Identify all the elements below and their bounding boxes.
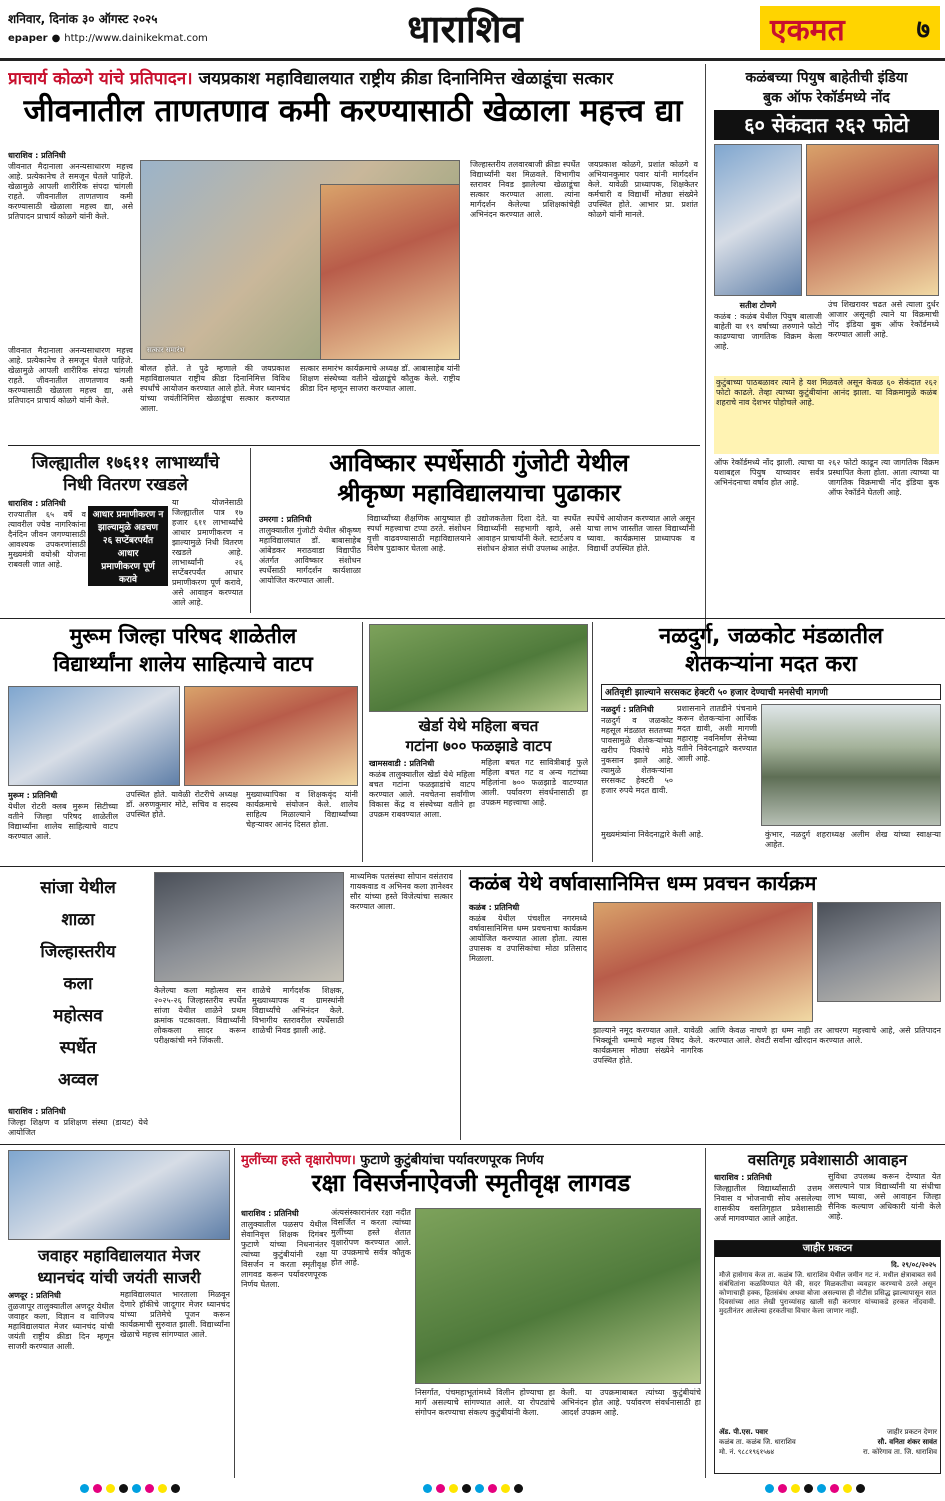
byline: धाराशिव : प्रतिनिधी — [8, 499, 66, 508]
register-dot — [145, 1484, 154, 1493]
col-1: कळंब येथील पंचशील नगरमध्ये वर्षावासानिमित्त धम्म प्रवचनाचा कार्यक्रम आयोजित करण्यात आला होता. त्यास उपासक व उपासिकांचा मोठा प्रतिसाद मिळाला. — [469, 914, 587, 963]
col-2: अंत्यसंस्कारानंतर रक्षा नदीत विसर्जित न करता त्यांच्या मुलींच्या हस्ते शेतात वृक्षारोपण करण्यात आले. या उपक्रमाचे सर्वत्र कौतुक होत आहे. — [331, 1208, 411, 1267]
col-1: कळंब तालुक्यातील खेर्डा येथे महिला बचत गटांना फळझाडांचे वाटप करण्यात आले. नवचेतना सर्वांगीण विकास केंद्र व संस्थेच्या वतीने हा उपक्रम राबवण्यात आला. — [369, 770, 475, 819]
highlight-line-4: प्रमाणीकरण पूर्ण करावे — [101, 562, 155, 585]
col-2: उपस्थित होते. यावेळी रोटरीचे अध्यक्ष डॉ. अरुणकुमार मोटे, सचिव व सदस्य उपस्थित होते. — [126, 790, 238, 819]
story-jawahar — [8, 1148, 230, 1478]
photo-piyush-certificate — [806, 144, 939, 296]
highlight-line-3: २६ सप्टेंबरपर्यंत आधार — [102, 536, 154, 559]
col-1: जिल्हा शिक्षण व प्रशिक्षण संस्था (डायट) येथे आयोजित — [8, 1118, 148, 1137]
headline: जीवनातील ताणतणाव कमी करण्यासाठी खेळाला महत्त्व द्या — [23, 93, 683, 129]
color-register-middle — [423, 1484, 523, 1498]
byline: धाराशिव : प्रतिनिधी — [714, 1173, 772, 1182]
col-3: निसर्गात, पंचमहाभूतांमध्ये विलीन होण्याचा हा मार्ग असल्याचे सांगण्यात आले. या रोपट्यांचे संगोपन करण्याचा संकल्प कुटुंबीयांनी केला. — [415, 1388, 555, 1417]
subhead: जयप्रकाश महाविद्यालयात राष्ट्रीय क्रीडा दिनानिमित्त खेळाडूंचा सत्कार — [198, 69, 614, 89]
photo-tree-planting — [415, 1208, 701, 1384]
story-memorial-trees — [234, 1148, 700, 1478]
epaper-label: epaper — [8, 33, 48, 44]
story-hostel — [705, 1148, 940, 1478]
kicker: मुलींच्या हस्ते वृक्षारोपण। — [241, 1153, 356, 1168]
story-avishkar — [250, 448, 700, 613]
col-1: येथील रोटरी क्लब मुरूम सिटीच्या वतीने जिल्हा परिषद शाळेतील विद्यार्थ्यांना शालेय साहित्याचे वाटप करण्यात आले. — [8, 802, 118, 841]
byline: खामसवाडी : प्रतिनिधी — [369, 759, 435, 768]
website-url: http://www.dainikekmat.com — [64, 33, 208, 44]
divider-3 — [0, 866, 945, 867]
photo-flooded-field — [761, 704, 941, 826]
col-3: मुख्याध्यापिका व शिक्षकवृंद यांनी कार्यक्रमाचे संयोजन केले. शालेय साहित्य मिळाल्याने विद्यार्थ्यांच्या चेहऱ्यावर आनंद दिसत होता. — [246, 790, 358, 829]
col-4: माध्यमिक पतसंस्था सोपान वसंतराव गायकवाड व अभिनव कला ज्ञानेश्वर सौर यांच्या हस्ते विजेत्यांचा सत्कार करण्यात आला. — [350, 872, 453, 911]
headline-word-4: कला — [63, 974, 93, 994]
col-3: शाळेचे मार्गदर्शक शिक्षक, मुख्याध्यापक व ग्रामस्थांनी विद्यार्थ्यांचे अभिनंदन केले. विभागीय स्तरावरील स्पर्धेसाठी शाळेची निवड झाली आहे. — [252, 986, 344, 1035]
headline: कळंब येथे वर्षावासानिमित्त धम्म प्रवचन कार्यक्रम — [469, 871, 817, 895]
divider-4 — [0, 1144, 945, 1145]
body-col-2: या योजनेसाठी जिल्ह्यातील पात्र १७ हजार ६११ लाभार्थ्यांचे आधार प्रमाणीकरण न झाल्यामुळे निधी वितरण रखडले आहे. लाभार्थ्यांनी २६ सप्टेंबरपर्यंत आधार प्रमाणीकरण पूर्ण करावे, असे आवाहन करण्यात आले आहे. — [172, 498, 243, 607]
public-notice — [714, 1240, 941, 1474]
byline: कळंब : प्रतिनिधी — [469, 903, 520, 912]
photo-sanja-award — [154, 872, 344, 982]
register-dot — [449, 1484, 458, 1493]
epaper-link[interactable] — [8, 33, 208, 44]
footer-register-marks — [0, 1484, 945, 1498]
headline-word-2: शाळा — [61, 910, 95, 930]
byline: मुरूम : प्रतिनिधी — [8, 791, 58, 800]
story-kherda — [362, 622, 587, 862]
headline-word-6: स्पर्धेत — [59, 1038, 97, 1058]
headline-word-5: महोत्सव — [53, 1006, 103, 1026]
col-1: तुळजापूर तालुक्यातील अणदूर येथील जवाहर कला, विज्ञान व वाणिज्य महाविद्यालयात मेजर ध्यानचंद यांची जयंती राष्ट्रीय क्रीडा दिन म्हणून साजरी करण्यात आली. — [8, 1302, 114, 1351]
register-dot — [132, 1484, 141, 1493]
story-dhamma — [460, 870, 940, 1140]
headline-word-1: सांजा येथील — [40, 878, 116, 898]
story-kicker-line — [8, 66, 698, 92]
headline-line2: बुक ऑफ रेकॉर्डमध्ये नोंद — [763, 90, 890, 106]
photo-kherda-women — [369, 624, 588, 712]
headline-line1: मुरूम जिल्हा परिषद शाळेतील — [69, 624, 297, 648]
red-banner: ६० सेकंदात २६२ फोटो — [714, 110, 939, 140]
register-dot — [804, 1484, 813, 1493]
globe-icon: ● — [51, 33, 61, 44]
body-e: २६२ फोटो काढून त्या जागतिक विक्रम प्रस्थापित केला होता. आता त्याच्या या जागतिक विक्रमाची नोंद इंडिया बुक ऑफ रेकॉर्डने घेतली आहे. — [828, 458, 939, 497]
headline-word-3: जिल्हास्तरीय — [40, 942, 116, 962]
register-dot — [791, 1484, 800, 1493]
story-col-4: जिल्हास्तरीय तलवारबाजी क्रीडा स्पर्धेत विद्यार्थ्यांनी यश मिळवले. विभागीय स्तरावर निवड झालेल्या खेळाडूंचा सत्कार करण्यात आला. त्यांना मार्गदर्शन केलेल्या प्रशिक्षकांचेही अभिनंदन करण्यात आले. — [470, 160, 580, 219]
register-dot — [158, 1484, 167, 1493]
register-dot — [765, 1484, 774, 1493]
page-number: ७ — [916, 15, 930, 45]
sign-left-place: कळंब ता. कळंब जि. धाराशिव — [719, 1438, 796, 1446]
photo-murum-distribution — [184, 686, 358, 786]
register-dot — [830, 1484, 839, 1493]
sign-left-phone: मो. नं. ९८८१९६१५७४ — [719, 1448, 775, 1456]
register-dot — [119, 1484, 128, 1493]
register-dot — [817, 1484, 826, 1493]
notice-body: मौजे हासेगाव केज ता. कळंब जि. धाराशिव येथील जमीन गट नं. मधील क्षेत्राबाबत सर्व संबंधितांना कळविण्यात येते की, सदर मिळकतीचा व्यवहार करण्याचे ठरले असून कोणाचाही हक्क, हितसंबंध अथवा बोजा असल्यास ही नोटीस प्रसिद्ध झाल्यापासून सात दिवसांच्या आत लेखी पुराव्यांसह खाली सही करणार यांच्याकडे हरकत नोंदवावी. मुदतीनंतर आलेल्या हरकतीचा विचार केला जाणार नाही. — [719, 1271, 936, 1315]
photo-piyush-portrait — [714, 144, 802, 296]
headline-line2: निधी वितरण रखडले — [63, 475, 188, 495]
byline: उमरगा : प्रतिनिधी — [259, 515, 312, 524]
notice-sign-left — [719, 1427, 827, 1457]
brand-box — [760, 6, 940, 50]
headline-line2: शेतकऱ्यांना मदत करा — [685, 652, 857, 677]
sign-right-place: रा. कोरेगाव ता. जि. धाराशिव — [862, 1448, 937, 1456]
col-4: स्पर्धेचे आयोजन करण्यात आले असून याचा लाभ जास्तीत जास्त विद्यार्थ्यांनी घ्यावा. कार्यक्रमास प्राध्यापक व विद्यार्थी उपस्थित होते. — [587, 514, 695, 553]
headline-line1: जवाहर महाविद्यालयात मेजर — [38, 1246, 200, 1265]
col-1: जिल्ह्यातील विद्यार्थ्यांसाठी उत्तम निवास व भोजनाची सोय असलेल्या शासकीय वसतिगृहात प्रवेशासाठी अर्ज मागवण्यात आले आहेत. — [714, 1184, 822, 1223]
story-col-2: बोलत होते. ते पुढे म्हणाले की जयप्रकाश महाविद्यालयात राष्ट्रीय क्रीडा दिनानिमित्त विविध स्पर्धांचे आयोजन करण्यात आले होते. मेजर ध्यानचंद यांच्या जयंतीनिमित्त खेळाडूंचा सत्कार करण्यात आला. — [140, 364, 290, 413]
masthead — [0, 0, 945, 62]
story-naldurg — [592, 622, 940, 862]
register-dot — [856, 1484, 865, 1493]
kicker: प्राचार्य कोळगे यांचे प्रतिपादन। — [8, 69, 193, 89]
headline-word-7: अव्वल — [57, 1070, 99, 1090]
photo-dhamma-monks — [817, 902, 941, 1002]
kicker-line — [241, 1150, 701, 1168]
headline-line1: जिल्ह्यातील १७६११ लाभार्थ्यांचे — [31, 453, 220, 473]
register-dot — [106, 1484, 115, 1493]
col-2: प्रशासनाने तातडीने पंचनामे करून शेतकऱ्यांना आर्थिक मदत द्यावी, अशी मागणी महाराष्ट्र नवनिर्माण सेनेच्या वतीने निवेदनाद्वारे करण्यात आली आहे. — [677, 704, 757, 763]
story-murum — [8, 622, 358, 862]
photo-murum-students — [8, 686, 180, 786]
col-3: आणि केवळ नाचणे हा धम्म नाही तर आचरण महत्त्वाचे आहे, असे प्रतिपादन करण्यात आले. शेवटी सर्वांना खीरदान करण्यात आले. — [709, 1026, 941, 1045]
col-4: केली. या उपक्रमाबाबत त्यांच्या कुटुंबीयांचे अभिनंदन होत आहे. पर्यावरण संवर्धनासाठी हा आदर्श उपक्रम आहे. — [561, 1388, 701, 1417]
sign-right-name: सौ. वनिता शंकर सावंत — [877, 1438, 937, 1446]
photo-caption: सतीश टोणगे — [739, 301, 777, 310]
sign-left-name: ॲड. पी.एस. पवार — [719, 1428, 768, 1436]
register-dot — [436, 1484, 445, 1493]
notice-date: दि. २९/०८/२०२५ — [891, 1261, 936, 1269]
notice-title: जाहीर प्रकटन — [715, 1241, 940, 1257]
story-fund-delay — [8, 448, 243, 613]
subhead: फुटाणे कुटुंबीयांचा पर्यावरणपूरक निर्णय — [360, 1153, 544, 1168]
body-c: कुटुंबाच्या पाठबळावर त्याने हे यश मिळवले असून केवळ ६० सेकंदात २६२ फोटो काढले. तेव्हा त्याच्या कुटुंबीयांना आनंद झाला. या विक्रमामुळे कळंब शहराचे नाव देशभर पोहोचले आहे. — [714, 376, 939, 454]
section-title: धाराशिव — [407, 7, 523, 51]
register-dot — [514, 1484, 523, 1493]
register-dot — [93, 1484, 102, 1493]
col-3: उद्योजकतेला दिशा देते. या स्पर्धेत विद्यार्थ्यांनी सहभागी व्हावे, असे आवाहन प्राचार्यांनी केले. स्टार्टअप व संशोधन क्षेत्रात संधी उपलब्ध आहेत. — [477, 514, 581, 553]
caption-a: मुख्यमंत्र्यांना निवेदनाद्वारे केली आहे. — [601, 830, 704, 839]
headline-line2: ध्यानचंद यांची जयंती साजरी — [37, 1268, 201, 1287]
divider-2 — [0, 618, 945, 619]
divider-1 — [8, 445, 700, 446]
byline: नळदुर्ग : प्रतिनिधी — [601, 705, 654, 714]
headline-line2: श्रीकृष्ण महाविद्यालयाचा पुढाकार — [337, 479, 621, 507]
story-piyush-record — [705, 64, 940, 664]
col-2: महाविद्यालयात भारताला मिळवून देणारे हॉकीचे जादूगार मेजर ध्यानचंद यांच्या प्रतिमेचे पूजन करून कार्यक्रमाची सुरुवात झाली. विद्यार्थ्यांना खेळाचे महत्त्व सांगण्यात आले. — [120, 1290, 230, 1339]
notice-sign-right — [829, 1427, 937, 1457]
photo-award-group: सत्कार समारंभ — [140, 160, 460, 360]
story-sports-day — [0, 64, 700, 444]
col-2: महिला बचत गट सावित्रीबाई फुले महिला बचत गट व अन्य गटांच्या महिलांना ७०० फळझाडे वाटण्यात आली. पर्यावरण संवर्धनासाठी हा उपक्रम महत्त्वाचा आहे. — [481, 758, 588, 807]
byline: धाराशिव : प्रतिनिधी — [241, 1209, 299, 1218]
red-subhead-bar: अतिवृष्टी झाल्याने सरसकट हेक्टरी ५० हजार देण्याची मनसेची मागणी — [601, 684, 941, 700]
story-col-3: सत्कार समारंभ कार्यक्रमाचे अध्यक्ष डॉ. आबासाहेब यांनी शिक्षण संस्थेच्या वतीने खेळाडूंचे कौतुक केले. राष्ट्रीय क्रीडा दिन म्हणून साजरा करण्यात आला. — [300, 364, 460, 393]
photo-dhamma-gathering — [593, 902, 813, 1022]
highlight-box — [88, 506, 168, 586]
masthead-rule — [0, 58, 945, 61]
date-line: शनिवार, दिनांक ३० ऑगस्ट २०२५ — [8, 12, 158, 26]
col-2: झाल्याने नमूद करण्यात आले. यावेळी भिक्खूंनी धम्माचे महत्त्व विषद केले. कार्यक्रमास मोठ्या संख्येने नागरिक उपस्थित होते. — [593, 1026, 703, 1065]
photo-jawahar — [8, 1150, 230, 1240]
headline-line2: गटांना ७०० फळझाडे वाटप — [405, 737, 552, 755]
register-dot — [475, 1484, 484, 1493]
story-sanja — [8, 870, 453, 1140]
headline-line1: नळदुर्ग, जळकोट मंडळातील — [659, 624, 883, 649]
story-col-5: जयप्रकाश कोळगे, प्रशांत कोळगे व अभियानकुमार पवार यांनी मार्गदर्शन केले. यावेळी प्राध्यापक, शिक्षकेतर कर्मचारी व विद्यार्थी मोठ्या संख्येने उपस्थित होते. आभार प्रा. प्रशांत कोळगे यांनी मानले. — [588, 160, 698, 219]
col-1: तालुक्यातील पळसप येथील सेवानिवृत्त शिक्षक दिगंबर फुटाणे यांच्या निधनानंतर त्यांच्या कुटुंबीयांनी रक्षा विसर्जन न करता स्मृतीवृक्ष लागवड करून पर्यावरणपूरक निर्णय घेतला. — [241, 1220, 327, 1289]
sign-right-label: जाहीर प्रकटन देणार — [886, 1428, 937, 1436]
register-dot — [423, 1484, 432, 1493]
byline: अणदूर : प्रतिनिधी — [8, 1291, 61, 1300]
headline-box — [8, 872, 148, 1104]
headline-line1: कळंबच्या पियुष बाहेतीची इंडिया — [745, 70, 908, 86]
byline: धाराशिव : प्रतिनिधी — [8, 1107, 66, 1116]
register-dot — [501, 1484, 510, 1493]
body-a: कळंब : कळंब येथील पियुष बालाजी बाहेती या १९ वर्षाच्या तरुणाने फोटो काढण्याचा जागतिक विक्रम केला आहे. — [714, 312, 822, 351]
highlight-line-2: झाल्यामुळे अडचण — [97, 523, 159, 533]
col-1: तालुक्यातील गुंजोटी येथील श्रीकृष्ण महाविद्यालयात डॉ. बाबासाहेब आंबेडकर मराठवाडा विद्यापीठ अंतर्गत आविष्कार संशोधन स्पर्धेसाठी मार्गदर्शन कार्यशाळा आयोजित करण्यात आली. — [259, 526, 361, 585]
register-dot — [462, 1484, 471, 1493]
headline-line1: आविष्कार स्पर्धेसाठी गुंजोटी येथील — [329, 449, 629, 477]
col-2: केलेल्या कला महोत्सव सन २०२५-२६ जिल्हास्तरीय स्पर्धेत सांजा येथील शाळेने प्रथम क्रमांक पटकावला. विद्यार्थ्यांनी लोककला सादर करून परीक्षकांची मने जिंकली. — [154, 986, 246, 1045]
body-col-1: राज्यातील ६५ वर्षे व त्यावरील ज्येष्ठ नागरिकांना दैनंदिन जीवन जगण्यासाठी आवश्यक उपकरणांसाठी मुख्यमंत्री वयोश्री योजना राबवली जात आहे. — [8, 510, 86, 569]
col-2: सुविधा उपलब्ध करून देण्यात येत असल्याने पात्र विद्यार्थ्यांनी या संधीचा लाभ घ्यावा, असे आवाहन जिल्हा सैनिक कल्याण अधिकारी यांनी केले आहे. — [828, 1172, 941, 1221]
register-dot — [488, 1484, 497, 1493]
story-col-1b: जीवनात मैदानाला अनन्यसाधारण महत्त्व आहे. प्रत्येकानेच ते समजून घेतले पाहिजे. खेळामुळे आपली शारीरिक संपदा चांगली राहते. जीवनातील ताणतणाव कमी करण्यासाठी खेळाला महत्त्व द्या, असे प्रतिपादन प्राचार्य कोळगे यांनी केले. — [8, 346, 133, 405]
headline-line2: विद्यार्थ्यांना शालेय साहित्याचे वाटप — [53, 652, 313, 676]
caption-b: कुंभार, नळदुर्ग शहराध्यक्ष अलीम शेख यांच्या स्वाक्षऱ्या आहेत. — [765, 830, 941, 849]
register-dot — [778, 1484, 787, 1493]
col-2: विद्यार्थ्यांच्या शैक्षणिक आयुष्यात ही स्पर्धा महत्त्वाचा टप्पा ठरते. संशोधन वृत्ती वाढवण्यासाठी महाविद्यालयाने विशेष पुढाकार घेतला आहे. — [367, 514, 471, 553]
body-b: उंच शिखरावर चढत असे त्याला दुर्धर आजार असूनही त्याने या विक्रमाची नोंद इंडिया बुक ऑफ रेकॉर्डमध्ये करण्यात आली आहे. — [828, 300, 939, 339]
color-register-left — [80, 1484, 180, 1498]
col-1: नळदुर्ग व जळकोट महसूल मंडळात सततच्या पावसामुळे शेतकऱ्यांच्या खरीप पिकांचे मोठे नुकसान झाले आहे. त्यामुळे शेतकऱ्यांना सरसकट हेक्टरी ५० हजार रुपये मदत द्यावी. — [601, 716, 673, 795]
headline: रक्षा विसर्जनाऐवजी स्मृतीवृक्ष लागवड — [311, 1169, 631, 1197]
story-col-1: जीवनात मैदानाला अनन्यसाधारण महत्त्व आहे. प्रत्येकानेच ते समजून घेतले पाहिजे. खेळामुळे आपली शारीरिक संपदा चांगली राहते. जीवनातील ताणतणाव कमी करण्यासाठी खेळाला महत्त्व द्या, असे प्रतिपादन प्राचार्य कोळगे यांनी केले. — [8, 162, 133, 221]
highlight-line-1: आधार प्रमाणीकरण न — [92, 510, 164, 520]
register-dot — [171, 1484, 180, 1493]
photo-award-stage — [320, 184, 460, 360]
byline: धाराशिव : प्रतिनिधी — [8, 151, 66, 160]
register-dot — [80, 1484, 89, 1493]
headline-line1: खेर्डा येथे महिला बचत — [418, 717, 539, 735]
body-d: ऑफ रेकॉर्डमध्ये नोंद झाली. त्याचा या यशाबद्दल पियुष याच्यावर सर्वत्र अभिनंदनाचा वर्षाव होत आहे. — [714, 458, 824, 487]
brand-logo: एकमत — [770, 13, 845, 48]
color-register-right — [765, 1484, 865, 1498]
headline: वसतिगृह प्रवेशासाठी आवाहन — [747, 1151, 908, 1169]
register-dot — [843, 1484, 852, 1493]
